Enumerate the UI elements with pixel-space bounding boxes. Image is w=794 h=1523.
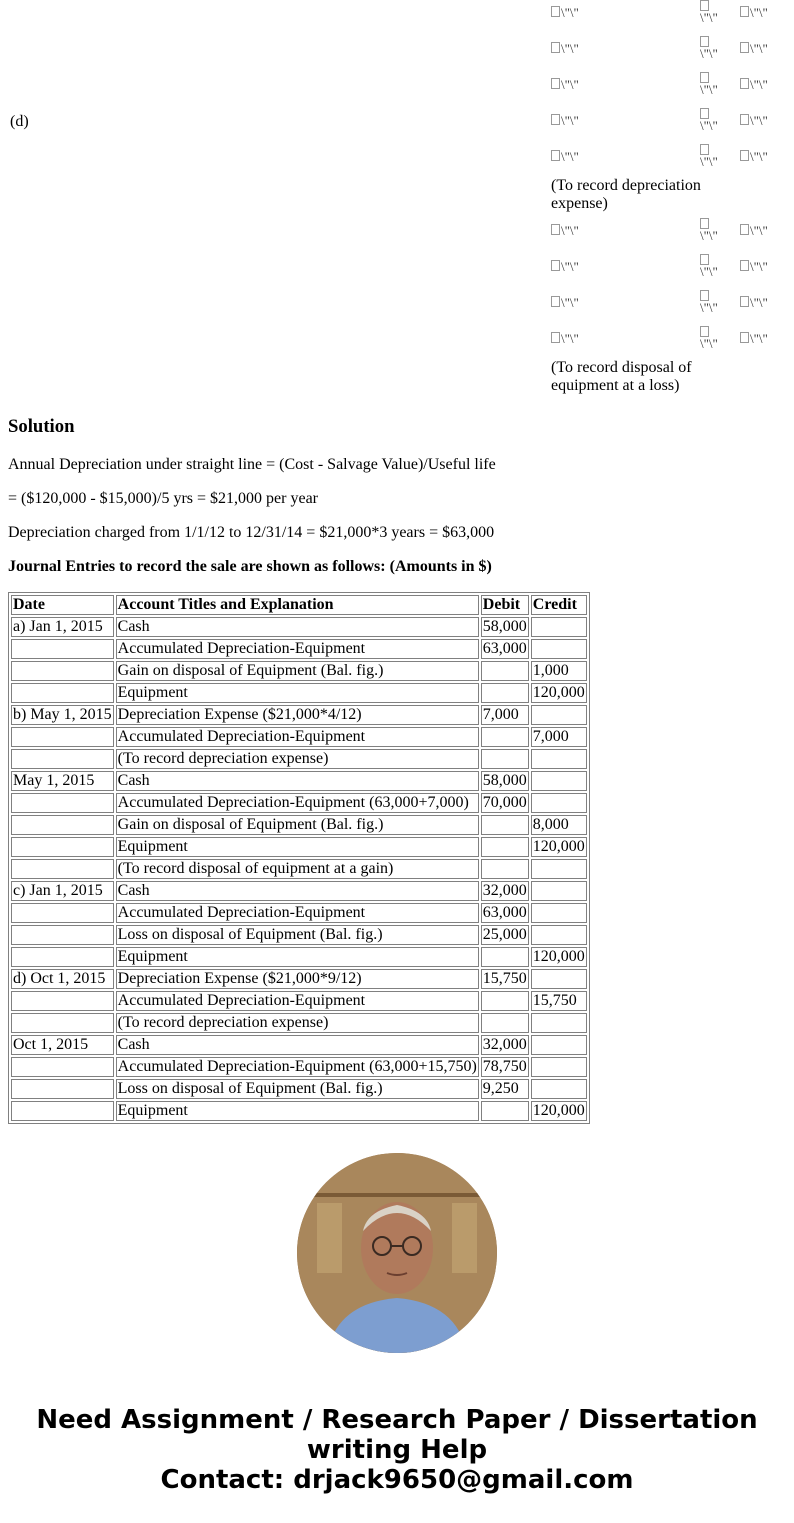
table-row	[11, 639, 587, 659]
broken-image-alt-text: \"\"	[700, 228, 718, 243]
cell-credit: 120,000	[532, 948, 585, 965]
cell-credit: 15,750	[531, 991, 587, 1011]
cell-account: Accumulated Depreciation-Equipment	[116, 727, 479, 747]
cell-account: Gain on disposal of Equipment (Bal. fig.)	[116, 815, 479, 835]
cell-debit: 9,250	[481, 1079, 529, 1099]
cell-date: b) May 1, 2015	[13, 706, 112, 723]
broken-image-icon	[551, 114, 579, 128]
broken-image-icon	[551, 42, 579, 56]
broken-image-alt-text: \"\"	[750, 149, 768, 164]
cell-credit: 120,000	[532, 838, 585, 855]
cell-credit	[531, 617, 587, 637]
header-debit: Debit	[481, 595, 529, 615]
cell-account: Accumulated Depreciation-Equipment	[116, 903, 479, 923]
broken-image-alt-text: \"\"	[561, 295, 579, 310]
cell-credit	[531, 793, 587, 813]
cell-debit: 7,000	[481, 705, 529, 725]
broken-image-alt-text: \"\"	[700, 118, 718, 133]
cell-debit: 78,750	[482, 1058, 527, 1075]
cell-debit	[481, 859, 529, 879]
broken-image-alt-text: \"\"	[561, 5, 579, 20]
cell-account: Cash	[116, 771, 479, 791]
table-row	[11, 1035, 587, 1055]
broken-image-icon	[551, 224, 579, 238]
table-row	[11, 881, 587, 901]
cell-debit	[481, 1101, 529, 1121]
table-row	[11, 661, 587, 681]
cell-debit: 32,000	[482, 882, 527, 899]
broken-image-icon	[740, 260, 768, 274]
cell-credit: 8,000	[531, 815, 587, 835]
table-row	[11, 837, 587, 857]
broken-image-icon	[700, 218, 722, 242]
broken-image-icon	[551, 296, 579, 310]
header-account: Account Titles and Explanation	[116, 595, 479, 615]
cell-credit	[531, 1079, 587, 1099]
table-row	[11, 793, 587, 813]
cell-debit: 58,000	[482, 772, 527, 789]
cell-debit: 32,000	[482, 1036, 527, 1053]
cell-debit	[481, 727, 529, 747]
cell-date: d) Oct 1, 2015	[11, 969, 114, 989]
cell-credit	[531, 749, 587, 769]
cell-account: Accumulated Depreciation-Equipment (63,000+7,000)	[116, 793, 479, 813]
cell-account: Equipment	[116, 1101, 479, 1121]
cell-credit: 120,000	[532, 1102, 585, 1119]
cell-date	[11, 661, 114, 681]
cell-credit	[531, 969, 587, 989]
solution-line-1: Annual Depreciation under straight line = (Cost - Salvage Value)/Useful life	[8, 456, 496, 473]
broken-image-alt-text: \"\"	[750, 223, 768, 238]
help-advertisement	[0, 1405, 794, 1495]
journal-heading: Journal Entries to record the sale are shown as follows: (Amounts in $)	[8, 558, 492, 575]
table-row	[11, 1013, 587, 1033]
cell-account: Equipment	[116, 947, 479, 967]
cell-date	[11, 749, 114, 769]
cell-debit	[481, 683, 529, 703]
cell-account: (To record depreciation expense)	[116, 749, 479, 769]
broken-image-icon	[700, 326, 722, 350]
cell-account: Accumulated Depreciation-Equipment	[116, 639, 479, 659]
broken-image-alt-text: \"\"	[700, 46, 718, 61]
table-header-row	[11, 595, 587, 615]
ad-line-2: writing Help	[306, 1435, 488, 1465]
broken-image-icon	[551, 78, 579, 92]
broken-image-alt-text: \"\"	[750, 259, 768, 274]
cell-date: Oct 1, 2015	[11, 1035, 114, 1055]
table-row	[11, 1079, 587, 1099]
cell-date	[11, 815, 114, 835]
cell-date: May 1, 2015	[11, 771, 114, 791]
cell-credit: 120,000	[532, 684, 585, 701]
table-row	[11, 991, 587, 1011]
broken-image-alt-text: \"\"	[561, 223, 579, 238]
cell-credit	[531, 903, 587, 923]
cell-date	[11, 859, 114, 879]
cell-date	[11, 1101, 114, 1121]
cell-credit: 1,000	[531, 661, 587, 681]
broken-image-alt-text: \"\"	[700, 300, 718, 315]
broken-image-icon	[740, 6, 768, 20]
cell-account: Depreciation Expense ($21,000*4/12)	[116, 705, 479, 725]
broken-image-icon	[700, 108, 722, 132]
cell-account: Equipment	[116, 837, 479, 857]
table-row	[11, 617, 587, 637]
broken-image-alt-text: \"\"	[700, 82, 718, 97]
broken-image-alt-text: \"\"	[700, 154, 718, 169]
broken-image-icon	[740, 296, 768, 310]
table-row	[11, 815, 587, 835]
broken-image-icon	[740, 332, 768, 346]
table-row	[11, 925, 587, 945]
broken-image-icon	[551, 150, 579, 164]
broken-image-icon	[740, 78, 768, 92]
cell-debit	[481, 991, 529, 1011]
broken-image-alt-text: \"\"	[750, 295, 768, 310]
broken-image-alt-text: \"\"	[561, 113, 579, 128]
cell-account: Accumulated Depreciation-Equipment (63,000+15,750)	[117, 1058, 477, 1075]
cell-credit	[531, 925, 587, 945]
author-avatar	[297, 1153, 497, 1353]
table-row	[11, 749, 587, 769]
cell-debit	[481, 1013, 529, 1033]
cell-date	[11, 903, 114, 923]
cell-account: Loss on disposal of Equipment (Bal. fig.)	[116, 925, 479, 945]
cell-account: Cash	[116, 1035, 479, 1055]
cell-debit: 63,000	[482, 640, 527, 657]
cell-date	[11, 793, 114, 813]
solution-line-2: = ($120,000 - $15,000)/5 yrs = $21,000 per year	[8, 490, 318, 507]
broken-image-alt-text: \"\"	[750, 5, 768, 20]
ad-line-1: Need Assignment / Research Paper / Dissertation	[36, 1405, 758, 1435]
table-row	[11, 683, 587, 703]
cell-date	[11, 837, 114, 857]
cell-debit	[481, 837, 529, 857]
row-label-d: (d)	[10, 113, 29, 130]
note-disposal: (To record disposal of equipment at a loss)	[551, 359, 692, 394]
table-row	[11, 947, 587, 967]
cell-debit	[481, 749, 529, 769]
broken-image-alt-text: \"\"	[750, 77, 768, 92]
cell-account: (To record depreciation expense)	[116, 1013, 479, 1033]
broken-image-icon	[740, 224, 768, 238]
cell-credit	[531, 859, 587, 879]
header-credit: Credit	[531, 595, 587, 615]
cell-credit: 7,000	[531, 727, 587, 747]
broken-image-icon	[551, 260, 579, 274]
cell-account: Gain on disposal of Equipment (Bal. fig.)	[116, 661, 479, 681]
table-row	[11, 969, 587, 989]
table-row	[11, 903, 587, 923]
broken-image-alt-text: \"\"	[561, 331, 579, 346]
broken-image-alt-text: \"\"	[750, 41, 768, 56]
cell-account: (To record disposal of equipment at a gain)	[116, 859, 479, 879]
broken-image-alt-text: \"\"	[750, 113, 768, 128]
cell-credit	[531, 639, 587, 659]
broken-image-icon	[551, 6, 579, 20]
cell-debit: 15,750	[482, 970, 527, 987]
broken-image-alt-text: \"\"	[561, 149, 579, 164]
table-row	[11, 1101, 587, 1121]
cell-account: Depreciation Expense ($21,000*9/12)	[116, 969, 479, 989]
table-row	[11, 705, 587, 725]
broken-image-alt-text: \"\"	[561, 259, 579, 274]
cell-debit: 25,000	[482, 926, 527, 943]
broken-image-alt-text: \"\"	[700, 264, 718, 279]
broken-image-alt-text: \"\"	[561, 77, 579, 92]
cell-account: Cash	[116, 881, 479, 901]
broken-image-icon	[551, 332, 579, 346]
table-row	[11, 727, 587, 747]
cell-debit: 70,000	[482, 794, 527, 811]
cell-credit	[531, 705, 587, 725]
broken-image-icon	[700, 254, 722, 278]
solution-heading: Solution	[8, 416, 75, 437]
cell-date: a) Jan 1, 2015	[11, 617, 114, 637]
person-photo-icon	[297, 1153, 497, 1353]
broken-image-icon	[700, 0, 722, 24]
cell-debit	[481, 947, 529, 967]
broken-image-icon	[700, 36, 722, 60]
broken-image-icon	[740, 42, 768, 56]
broken-image-alt-text: \"\"	[700, 336, 718, 351]
cell-account: Equipment	[116, 683, 479, 703]
cell-credit	[531, 1013, 587, 1033]
broken-image-icon	[740, 114, 768, 128]
table-row	[11, 859, 587, 879]
broken-image-icon	[700, 144, 722, 168]
cell-credit	[531, 881, 587, 901]
cell-date	[11, 683, 114, 703]
table-row	[11, 1057, 587, 1077]
cell-date	[11, 1079, 114, 1099]
broken-image-icon	[700, 72, 722, 96]
cell-debit: 58,000	[482, 618, 527, 635]
cell-account: Accumulated Depreciation-Equipment	[116, 991, 479, 1011]
broken-image-alt-text: \"\"	[700, 10, 718, 25]
cell-date: c) Jan 1, 2015	[11, 881, 114, 901]
cell-date	[11, 1057, 114, 1077]
cell-credit	[531, 771, 587, 791]
cell-date	[11, 947, 114, 967]
cell-debit: 63,000	[482, 904, 527, 921]
cell-debit	[481, 661, 529, 681]
cell-date	[11, 991, 114, 1011]
header-date: Date	[11, 595, 114, 615]
journal-entries-table	[8, 592, 590, 1124]
cell-debit	[481, 815, 529, 835]
cell-credit	[531, 1035, 587, 1055]
broken-image-alt-text: \"\"	[561, 41, 579, 56]
cell-date	[11, 727, 114, 747]
note-depreciation: (To record depreciation expense)	[551, 177, 701, 212]
ad-line-3: Contact: drjack9650@gmail.com	[160, 1465, 634, 1495]
broken-image-alt-text: \"\"	[750, 331, 768, 346]
cell-account: Loss on disposal of Equipment (Bal. fig.)	[116, 1079, 479, 1099]
cell-date	[11, 1013, 114, 1033]
broken-image-icon	[700, 290, 722, 314]
broken-image-icon	[740, 150, 768, 164]
cell-credit	[531, 1057, 587, 1077]
solution-line-3: Depreciation charged from 1/1/12 to 12/31/14 = $21,000*3 years = $63,000	[8, 524, 495, 541]
table-row	[11, 771, 587, 791]
cell-account: Cash	[116, 617, 479, 637]
cell-date	[11, 925, 114, 945]
cell-date	[11, 639, 114, 659]
